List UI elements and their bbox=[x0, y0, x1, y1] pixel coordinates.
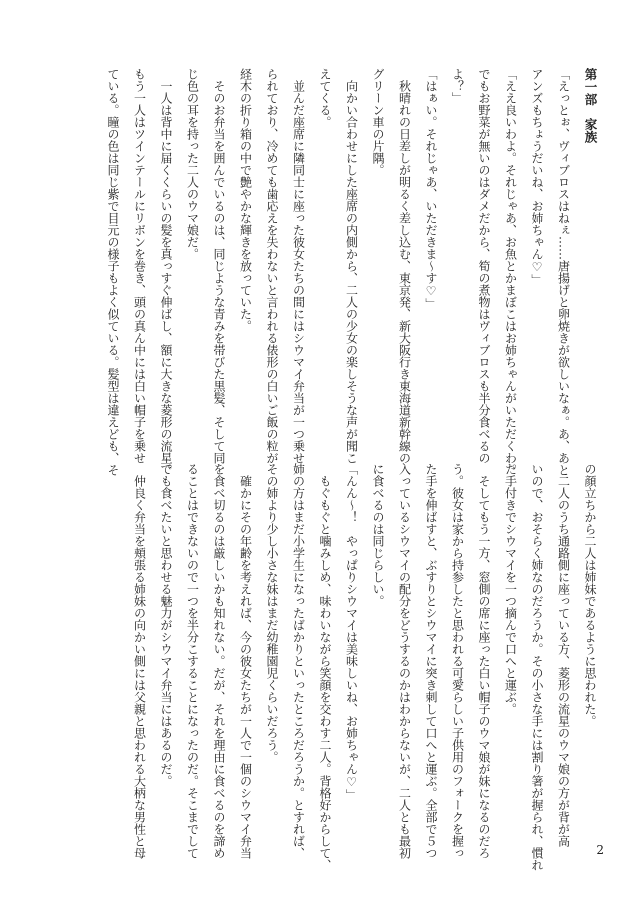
text-line: その姉より少し小さな妹はまだ幼稚園児くらいだろう。 bbox=[265, 463, 279, 763]
text-line: 姉の方はまだ小学生になったばかりといったところだろうか。とすれば、 bbox=[291, 463, 306, 859]
text-line: ている。瞳の色は同じ紫で目元の様子もよく似ている。髪型は違えども、そ bbox=[106, 68, 120, 476]
text-line: 確かにその年齢を考えれば、今の彼女たちが一人で一個のシウマイ弁当 bbox=[238, 463, 253, 859]
text-line: 向かい合わせにした座席の内側から、二人の少女の楽しそうな声が聞こ bbox=[344, 68, 359, 464]
text-line: でもお野菜が無いのはダメだから、筍の煮物はヴィブロスも半分食べるの bbox=[477, 68, 491, 464]
text-line: 「んん〜！ やっぱりシウマイは美味しいね、お姉ちゃん♡」 bbox=[344, 463, 359, 801]
text-line: そのお弁当を囲んでいるのは、同じような青みを帯びた黒髪、そして同 bbox=[212, 68, 226, 464]
text-line: アンズもちょうだいね、お姉ちゃん♡」 bbox=[530, 68, 544, 286]
page-number: 2 bbox=[596, 843, 604, 857]
bottom-text-block bbox=[126, 463, 603, 871]
text-line: に食べるのは同じらしい。 bbox=[371, 463, 385, 607]
text-line: よ？」 bbox=[450, 68, 465, 104]
text-line: 経木の折り箱の中で艶やかな輝きを放っていた。 bbox=[238, 68, 253, 332]
text-line: ることはできないので一つを半分こすることになったのだ。そこまでして bbox=[185, 463, 200, 859]
text-line: 入っているシウマイの配分をどうするのかはわからないが、二人とも最初 bbox=[397, 463, 412, 859]
text-line: う。彼女は家から持参したと思われる可愛らしい子供用のフォークを握っ bbox=[450, 463, 465, 859]
text-line: そしてもう一方、窓側の席に座った白い帽子のウマ娘が妹になるのだろ bbox=[477, 463, 491, 859]
text-line: じ色の耳を持った二人のウマ娘だ。 bbox=[185, 68, 200, 260]
text-line: を食べ切るのは厳しいかも知れない。だが、それを理由に食べるのを諦め bbox=[212, 463, 226, 859]
text-line: もぐもぐと噛みしめ、味わいながら笑顔を交わす二人。背格好からして、 bbox=[318, 463, 332, 871]
text-line: 一人は背中に届くくらいの髪を真っすぐ伸ばし、額に大きな菱形の流星。 bbox=[159, 68, 173, 476]
text-line: た手を伸ばすと、ぶすりとシウマイに突き刺して口へと運ぶ。全部で５つ bbox=[424, 463, 438, 859]
text-line: 「えっとぉ、ヴィブロスはねぇ……唐揚げと卵焼きが欲しいなぁ。あ、あと bbox=[556, 68, 571, 476]
text-line: いので、おそらく姉なのだろうか。その小さな手には割り箸が握られ、慣れ bbox=[530, 463, 544, 871]
text-line: た手付きでシウマイを一つ摘んで口へと運ぶ。 bbox=[503, 463, 518, 715]
section-heading: 第一部 家族 bbox=[583, 68, 598, 143]
text-line: もう一人はツインテールにリボンを巻き、頭の真ん中には白い帽子を乗せ bbox=[132, 68, 147, 464]
text-line: の顔立ちから二人は姉妹であるように思われた。 bbox=[583, 463, 597, 727]
text-line: えてくる。 bbox=[318, 68, 332, 128]
text-line: 「はぁい。それじゃあ、いただきま〜す♡」 bbox=[424, 68, 438, 310]
text-line: 「ええ良いわよ。それじゃあ、お魚とかまぼこはお姉ちゃんがいただくわ。 bbox=[503, 68, 518, 476]
text-line: られており、冷めても歯応えを失わないと言われる俵形の白いご飯の粒が bbox=[265, 68, 279, 464]
text-line: 並んだ座席に隣同士に座った彼女たちの間にはシウマイ弁当が一つ乗せ bbox=[291, 68, 306, 464]
text-line: でも食べたいと思わせる魅力がシウマイ弁当にはあるのだ。 bbox=[159, 463, 173, 787]
text-line: グリーン車の片隅。 bbox=[371, 68, 385, 176]
text-line: 仲良く弁当を頬張る姉妹の向かい側には父親と思われる大柄な男性と母 bbox=[132, 463, 147, 859]
top-text-block bbox=[100, 68, 604, 476]
text-line: 二人のうち通路側に座っている方、菱形の流星のウマ娘の方が背が高 bbox=[556, 463, 571, 847]
text-line: 秋晴れの日差しが明るく差し込む、東京発、新大阪行き東海道新幹線の bbox=[397, 68, 412, 464]
